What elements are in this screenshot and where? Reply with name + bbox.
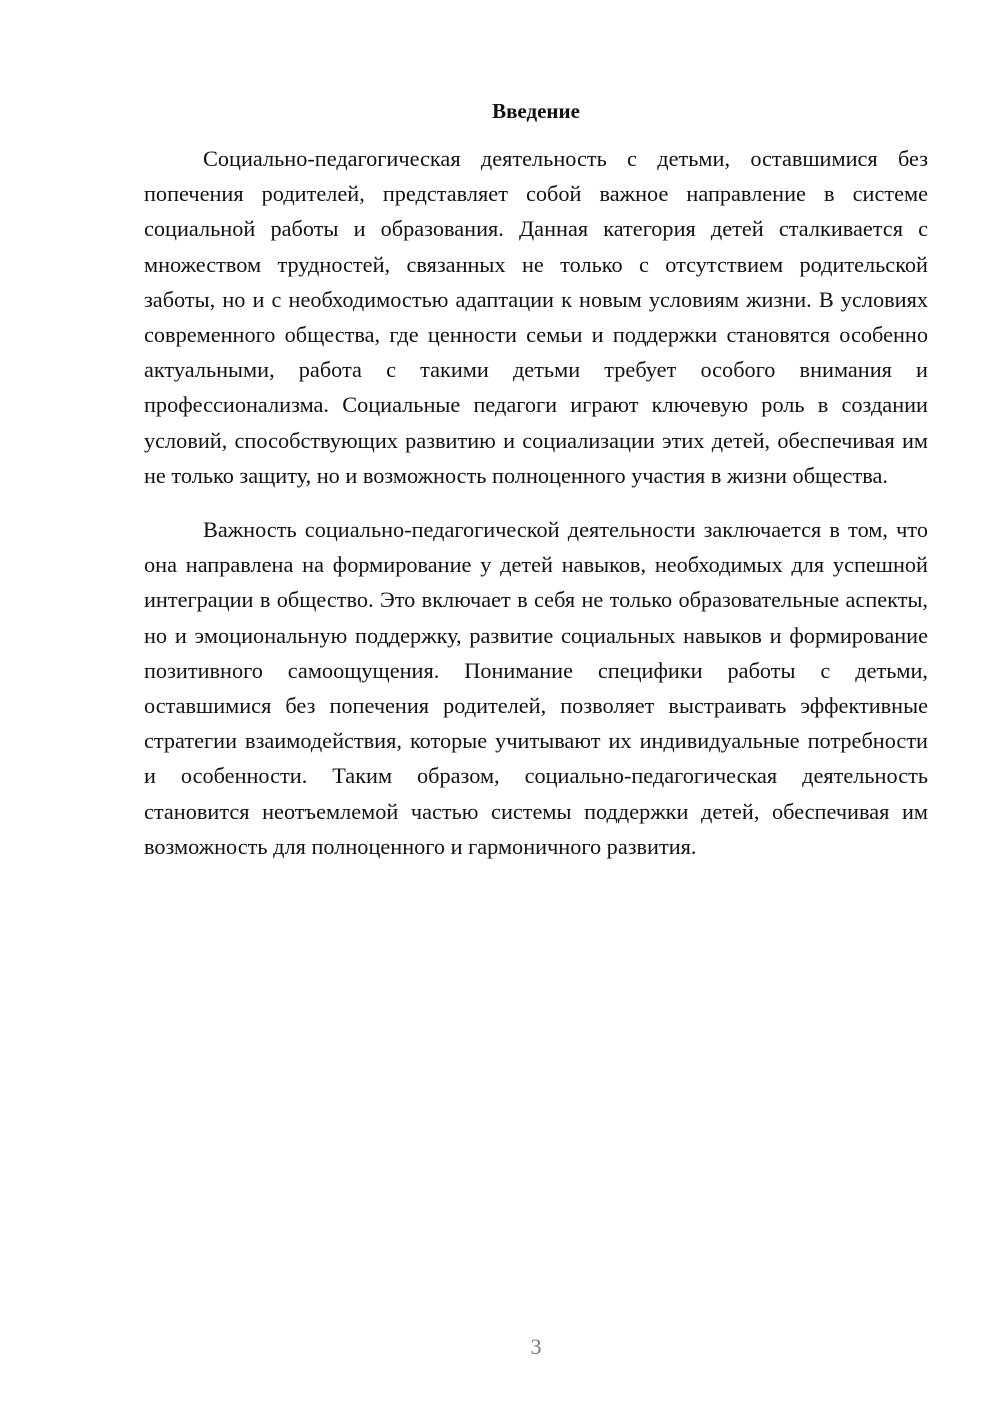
page-number: 3 bbox=[530, 1334, 542, 1359]
body-text bbox=[144, 141, 928, 864]
paragraph-2: Важность социально-педагогической деятельности заключается в том, что она направлена на формирование у детей навыков, необходимых для успешной интеграции в общество. Это включает в себя не только образовательные аспекты, но и эмоциональную поддержку, развитие социальных навыков и формирование позитивного самоощущения. Понимание специфики работы с детьми, оставшимися без попечения родителей, позволяет выстраивать эффективные стратегии взаимодействия, которые учитывают их индивидуальные потребности и особенности. Таким образом, социально-педагогическая деятельность становится неотъемлемой частью системы поддержки детей, обеспечивая им возможность для полноценного и гармоничного развития. bbox=[144, 517, 928, 859]
paragraph-1: Социально-педагогическая деятельность с детьми, оставшимися без попечения родителей, представляет собой важное направление в системе социальной работы и образования. Данная категория детей сталкивается с множеством трудностей, связанных не только с отсутствием родительской заботы, но и с необходимостью адаптации к новым условиям жизни. В условиях современного общества, где ценности семьи и поддержки становятся особенно актуальными, работа с такими детьми требует особого внимания и профессионализма. Социальные педагоги играют ключевую роль в создании условий, способствующих развитию и социализации этих детей, обеспечивая им не только защиту, но и возможность полноценного участия в жизни общества. bbox=[144, 146, 928, 488]
section-title: Введение bbox=[492, 99, 580, 123]
